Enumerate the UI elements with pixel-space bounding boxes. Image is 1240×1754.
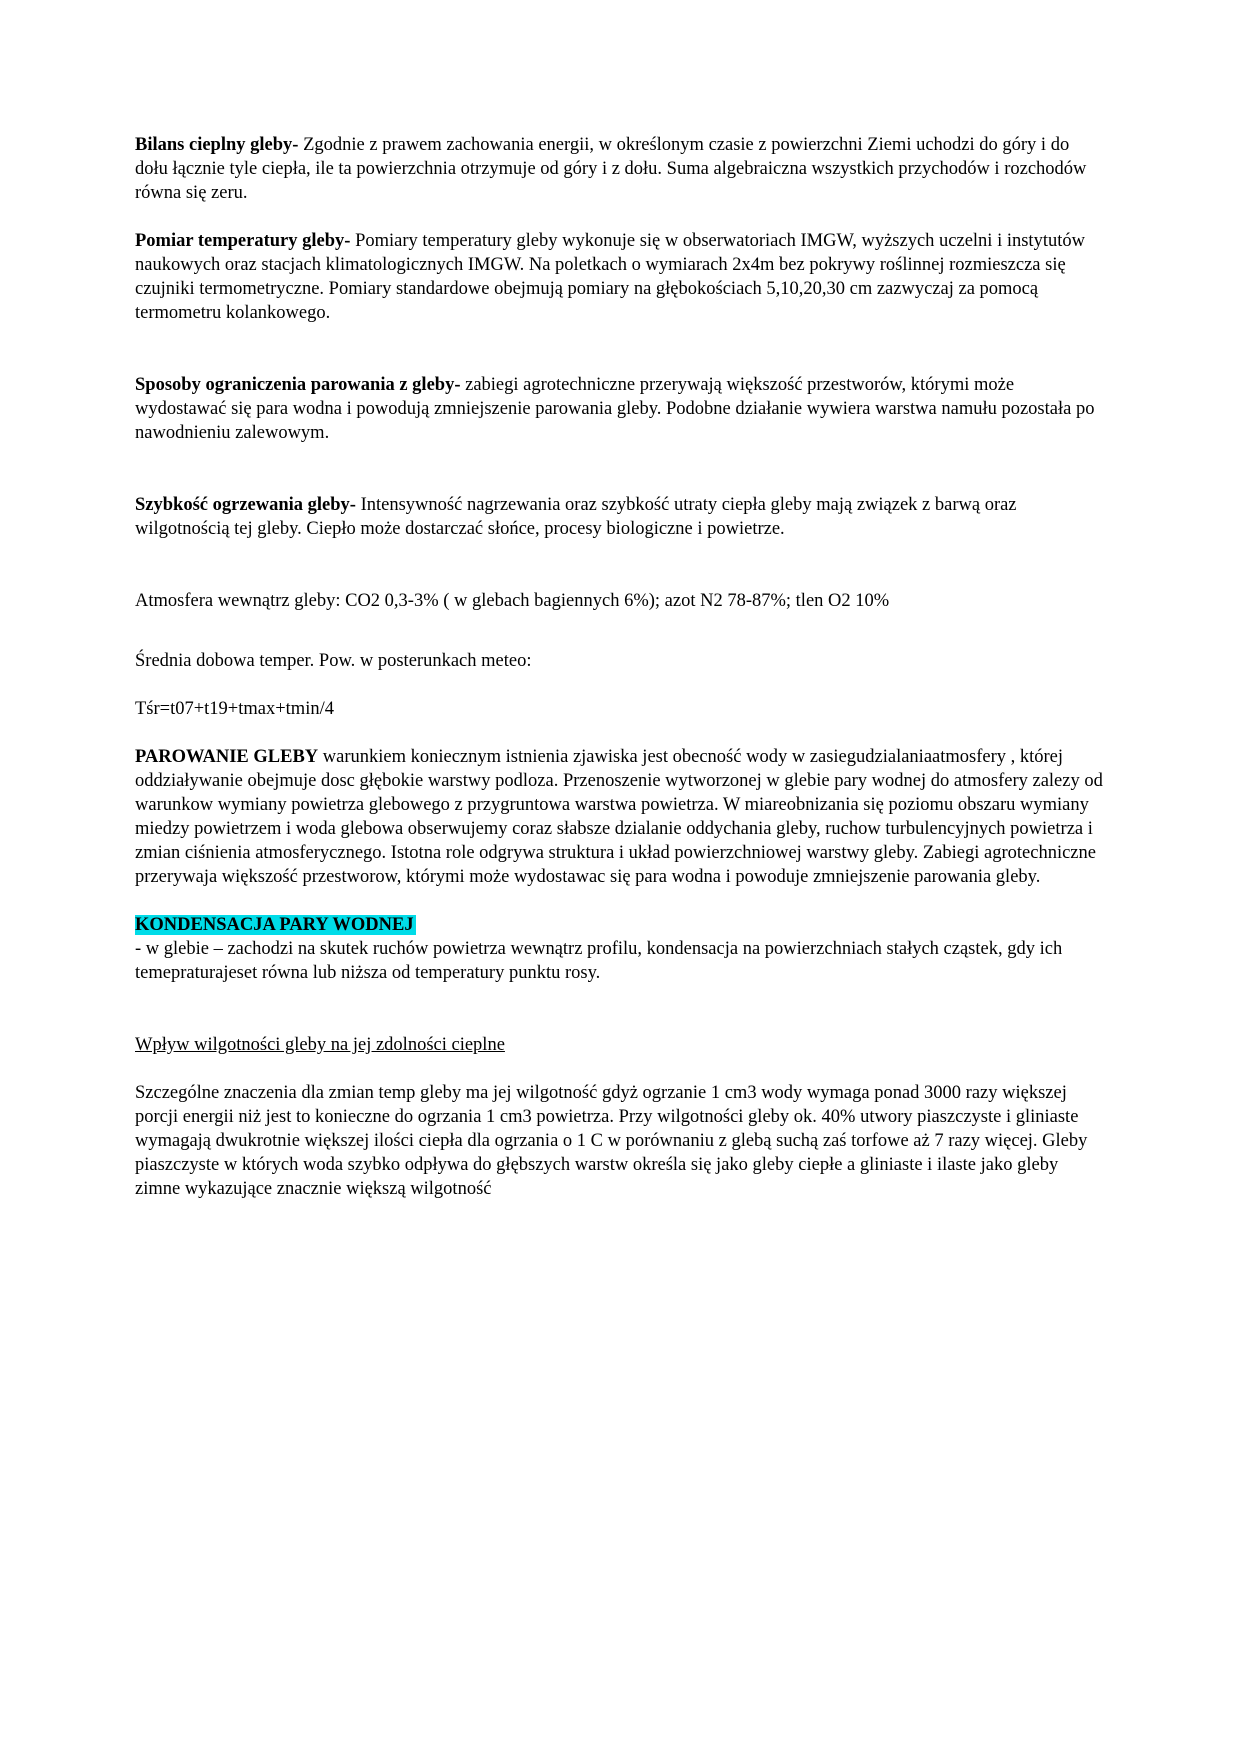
kondensacja-heading: KONDENSACJA PARY WODNEJ bbox=[135, 915, 414, 935]
paragraph-sposoby bbox=[135, 373, 1105, 445]
paragraph-parowanie-body: warunkiem koniecznym istnienia zjawiska jest obecność wody w zasiegudzialaniaatmosfery , której oddziaływanie obejmuje dosc głębokie warstwy podloza. Przenoszenie wytworzonej w glebie pary wodnej do atmosfery zalezy od warunkow wymiany powietrza glebowego z przygruntowa warstwa powietrza. W miareobnizania się poziomu obszaru wymiany miedzy powietrzem i woda glebowa obserwujemy coraz słabsze dzialanie oddychania gleby, ruchow turbulencyjnych powietrza i zmian ciśnienia atmosferycznego. Istotna role odgrywa struktura i układ powierzchniowej warstwy gleby. Zabiegi agrotechniczne przerywaja większość przestworow, którymi może wydostawac się para wodna i powoduje zmniejszenie parowania gleby. bbox=[135, 747, 1103, 887]
paragraph-szczegolne-body: Szczególne znaczenia dla zmian temp gleby ma jej wilgotność gdyż ogrzanie 1 cm3 wody wymaga ponad 3000 razy większej porcji energii niż jest to konieczne do ogrzania 1 cm3 powietrza. Przy wilgotności gleby ok. 40% utwory piaszczyste i gliniaste wymagają dwukrotnie większej ilości ciepła dla ogrzania o 1 C w porównaniu z glebą suchą zaś torfowe aż 7 razy więcej. Gleby piaszczyste w których woda szybko odpływa do głębszych warstw określa się jako gleby ciepłe a gliniaste i ilaste jako gleby zimne wykazujące znacznie większą wilgotność bbox=[135, 1083, 1088, 1199]
paragraph-pomiar-body: Pomiary temperatury gleby wykonuje się w obserwatoriach IMGW, wyższych uczelni i instytutów naukowych oraz stacjach klimatologicznych IMGW. Na poletkach o wymiarach 2x4m bez pokrywy roślinnej rozmieszcza się czujniki termometryczne. Pomiary standardowe obejmują pomiary na głębokościach 5,10,20,30 cm zazwyczaj za pomocą termometru kolankowego. bbox=[135, 231, 1085, 323]
paragraph-sposoby-body: zabiegi agrotechniczne przerywają większość przestworów, którymi może wydostawać się para wodna i powodują zmniejszenie parowania gleby. Podobne działanie wywiera warstwa namułu pozostała po nawodnieniu zalewowym. bbox=[135, 375, 1095, 443]
paragraph-szybkosc-body: Intensywność nagrzewania oraz szybkość utraty ciepła gleby mają związek z barwą oraz wilgotnością tej gleby. Ciepło może dostarczać słońce, procesy biologiczne i powietrze. bbox=[135, 495, 1017, 539]
paragraph-atmosfera-body: Atmosfera wewnątrz gleby: CO2 0,3-3% ( w glebach bagiennych 6%); azot N2 78-87%; tlen O2 10% bbox=[135, 591, 890, 611]
paragraph-srednia-body: Średnia dobowa temper. Pow. w posterunkach meteo: bbox=[135, 651, 532, 671]
kondensacja-heading-line bbox=[135, 913, 1105, 937]
paragraph-srednia bbox=[135, 649, 1105, 673]
paragraph-parowanie-lead: PAROWANIE GLEBY bbox=[135, 747, 319, 767]
formula-tsr: Tśr=t07+t19+tmax+tmin/4 bbox=[135, 699, 334, 719]
paragraph-wzor-tsr bbox=[135, 697, 1105, 721]
paragraph-atmosfera bbox=[135, 589, 1105, 613]
wplyw-heading: Wpływ wilgotności gleby na jej zdolności cieplne bbox=[135, 1035, 505, 1055]
paragraph-szybkosc bbox=[135, 493, 1105, 541]
paragraph-sposoby-lead: Sposoby ograniczenia parowania z gleby- bbox=[135, 375, 461, 395]
kondensacja-body: - w glebie – zachodzi na skutek ruchów powietrza wewnątrz profilu, kondensacja na powierzchniach stałych cząstek, gdy ich temepraturajeset równa lub niższa od temperatury punktu rosy. bbox=[135, 939, 1063, 983]
paragraph-bilans-lead: Bilans cieplny gleby- bbox=[135, 135, 299, 155]
paragraph-szczegolne bbox=[135, 1081, 1105, 1201]
paragraph-pomiar bbox=[135, 229, 1105, 325]
paragraph-parowanie bbox=[135, 745, 1105, 889]
paragraph-szybkosc-lead: Szybkość ogrzewania gleby- bbox=[135, 495, 356, 515]
paragraph-bilans-body: Zgodnie z prawem zachowania energii, w określonym czasie z powierzchni Ziemi uchodzi do góry i do dołu łącznie tyle ciepła, ile ta powierzchnia otrzymuje od góry i z dołu. Suma algebraiczna wszystkich przychodów i rozchodów równa się zeru. bbox=[135, 135, 1087, 203]
paragraph-bilans bbox=[135, 133, 1105, 205]
kondensacja-section bbox=[135, 913, 1105, 985]
paragraph-pomiar-lead: Pomiar temperatury gleby- bbox=[135, 231, 351, 251]
